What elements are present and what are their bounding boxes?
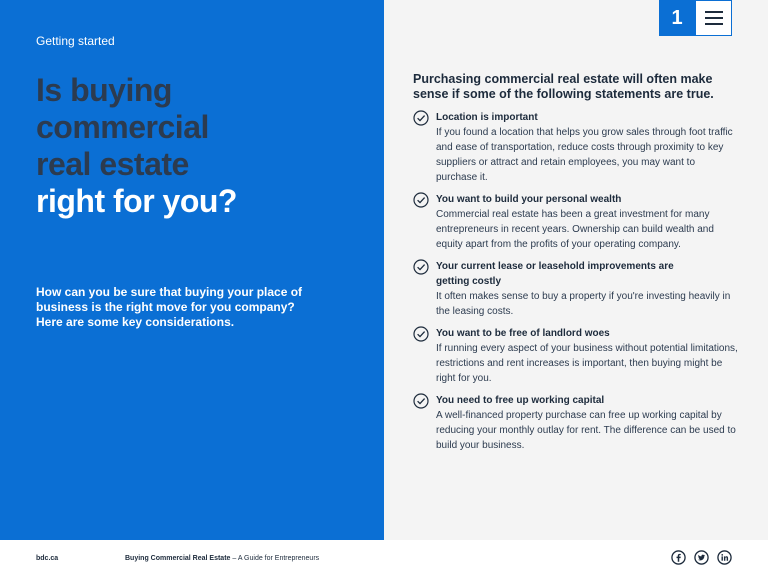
section-label: Getting started	[36, 34, 115, 48]
page-number-badge: 1	[659, 0, 695, 36]
page-footer	[0, 540, 768, 576]
item-title: Your current lease or leasehold improvements are getting costly	[436, 261, 674, 287]
item-title: You want to build your personal wealth	[436, 194, 622, 205]
page-title	[36, 72, 366, 220]
item-title: You need to free up working capital	[436, 395, 605, 406]
headline-line-3: real estate	[36, 146, 189, 182]
item-text: If you found a location that helps you grow sales through foot traffic and ease of transportation, reduce costs through proximity to key suppliers or attract and retain employees, you may want to purchase it.	[436, 127, 733, 183]
list-item	[413, 110, 738, 185]
list-item	[413, 393, 738, 453]
considerations-list	[413, 110, 738, 460]
checkmark-circle-icon	[413, 110, 429, 126]
site-link[interactable]: bdc.ca	[36, 555, 59, 562]
list-item	[413, 192, 738, 252]
headline-line-4: right for you?	[36, 183, 237, 219]
checkmark-circle-icon	[413, 393, 429, 409]
item-text: A well-financed property purchase can free up working capital by reducing your monthly outlay for rent. The difference can be used to build your business.	[436, 410, 736, 451]
hamburger-menu-icon	[705, 11, 723, 25]
lead-statement: Purchasing commercial real estate will often make sense if some of the following statements are true.	[413, 72, 714, 101]
guide-title-bold: Buying Commercial Real Estate	[125, 555, 231, 562]
headline-line-2: commercial	[36, 109, 209, 145]
list-item	[413, 259, 738, 319]
checkmark-circle-icon	[413, 192, 429, 208]
menu-button[interactable]	[695, 0, 732, 36]
intro-paragraph: How can you be sure that buying your place of business is the right move for you company? Here are some key considerations.	[36, 285, 303, 329]
twitter-icon[interactable]	[694, 550, 709, 565]
item-title: You want to be free of landlord woes	[436, 328, 610, 339]
left-panel	[0, 0, 384, 540]
linkedin-icon[interactable]	[717, 550, 732, 565]
list-item	[413, 326, 738, 386]
guide-subtitle: – A Guide for Entrepreneurs	[230, 555, 320, 562]
guide-title	[125, 555, 319, 562]
checkmark-circle-icon	[413, 326, 429, 342]
item-text: It often makes sense to buy a property if you're investing heavily in the leasing costs.	[436, 291, 731, 317]
item-text: If running every aspect of your business without potential limitations, restrictions and rent increases is important, then buying might be right for you.	[436, 343, 738, 384]
item-text: Commercial real estate has been a great investment for many entrepreneurs in recent years. Ownership can build wealth and equity apart from the profits of your operating company.	[436, 209, 714, 250]
facebook-icon[interactable]	[671, 550, 686, 565]
headline-line-1: Is buying	[36, 72, 172, 108]
checkmark-circle-icon	[413, 259, 429, 275]
item-title: Location is important	[436, 112, 538, 123]
